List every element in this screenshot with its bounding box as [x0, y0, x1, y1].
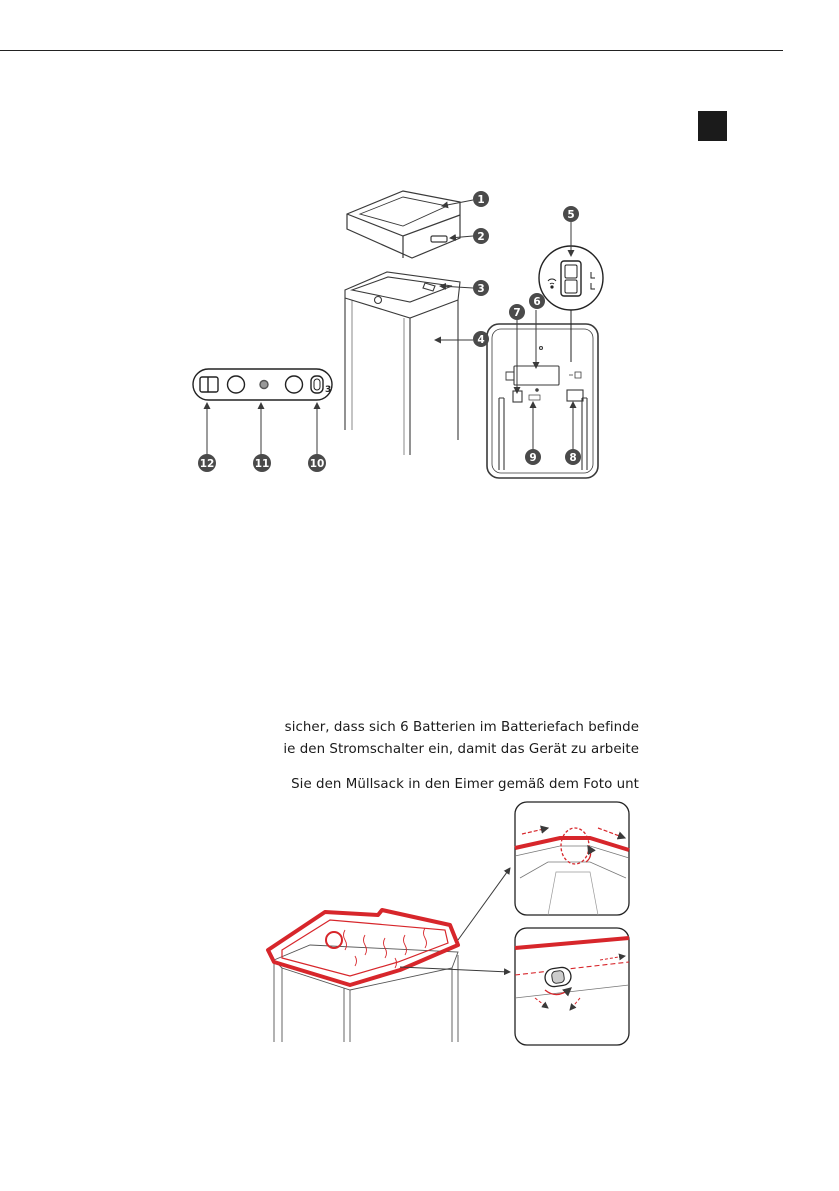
svg-text:8: 8: [569, 452, 577, 464]
svg-text:10: 10: [309, 458, 325, 470]
control-panel-illustration: [193, 369, 332, 400]
svg-text:5: 5: [567, 209, 575, 221]
callout-5: [563, 206, 579, 222]
instruction-line-1: sicher, dass sich 6 Batterien im Batteriefach befinde: [284, 720, 639, 735]
callout-6: [529, 293, 545, 309]
callout-11: [253, 454, 271, 472]
svg-text:9: 9: [529, 452, 537, 464]
svg-text:7: 7: [513, 307, 521, 319]
callout-10: [308, 454, 326, 472]
battery-compartment-illustration: [487, 324, 598, 478]
callout-9: [525, 449, 541, 465]
svg-text:1: 1: [477, 194, 485, 206]
detail-top-box: [515, 802, 629, 915]
callout-7: [509, 304, 525, 320]
callout-1: [473, 191, 489, 207]
instruction-line-3: Sie den Müllsack in den Eimer gemäß dem Foto unt: [291, 777, 639, 792]
svg-text:6: 6: [533, 296, 541, 308]
instruction-line-2: ie den Stromschalter ein, damit das Gerät zu arbeite: [283, 742, 639, 757]
svg-text:2: 2: [477, 231, 485, 243]
lid-illustration: [347, 191, 460, 258]
callout-3: [473, 280, 489, 296]
svg-text:3: 3: [477, 283, 485, 295]
callout-8: [565, 449, 581, 465]
bin-body-illustration: [345, 272, 460, 455]
bag-install-illustration: [268, 868, 510, 1042]
callout-4: [473, 331, 489, 347]
svg-text:4: 4: [477, 334, 485, 346]
svg-text:11: 11: [254, 458, 270, 470]
o3-subscript: 3: [325, 385, 332, 395]
callout-12: [198, 454, 216, 472]
detail-bottom-box: [515, 928, 629, 1045]
svg-text:12: 12: [199, 458, 215, 470]
callout-2: [473, 228, 489, 244]
